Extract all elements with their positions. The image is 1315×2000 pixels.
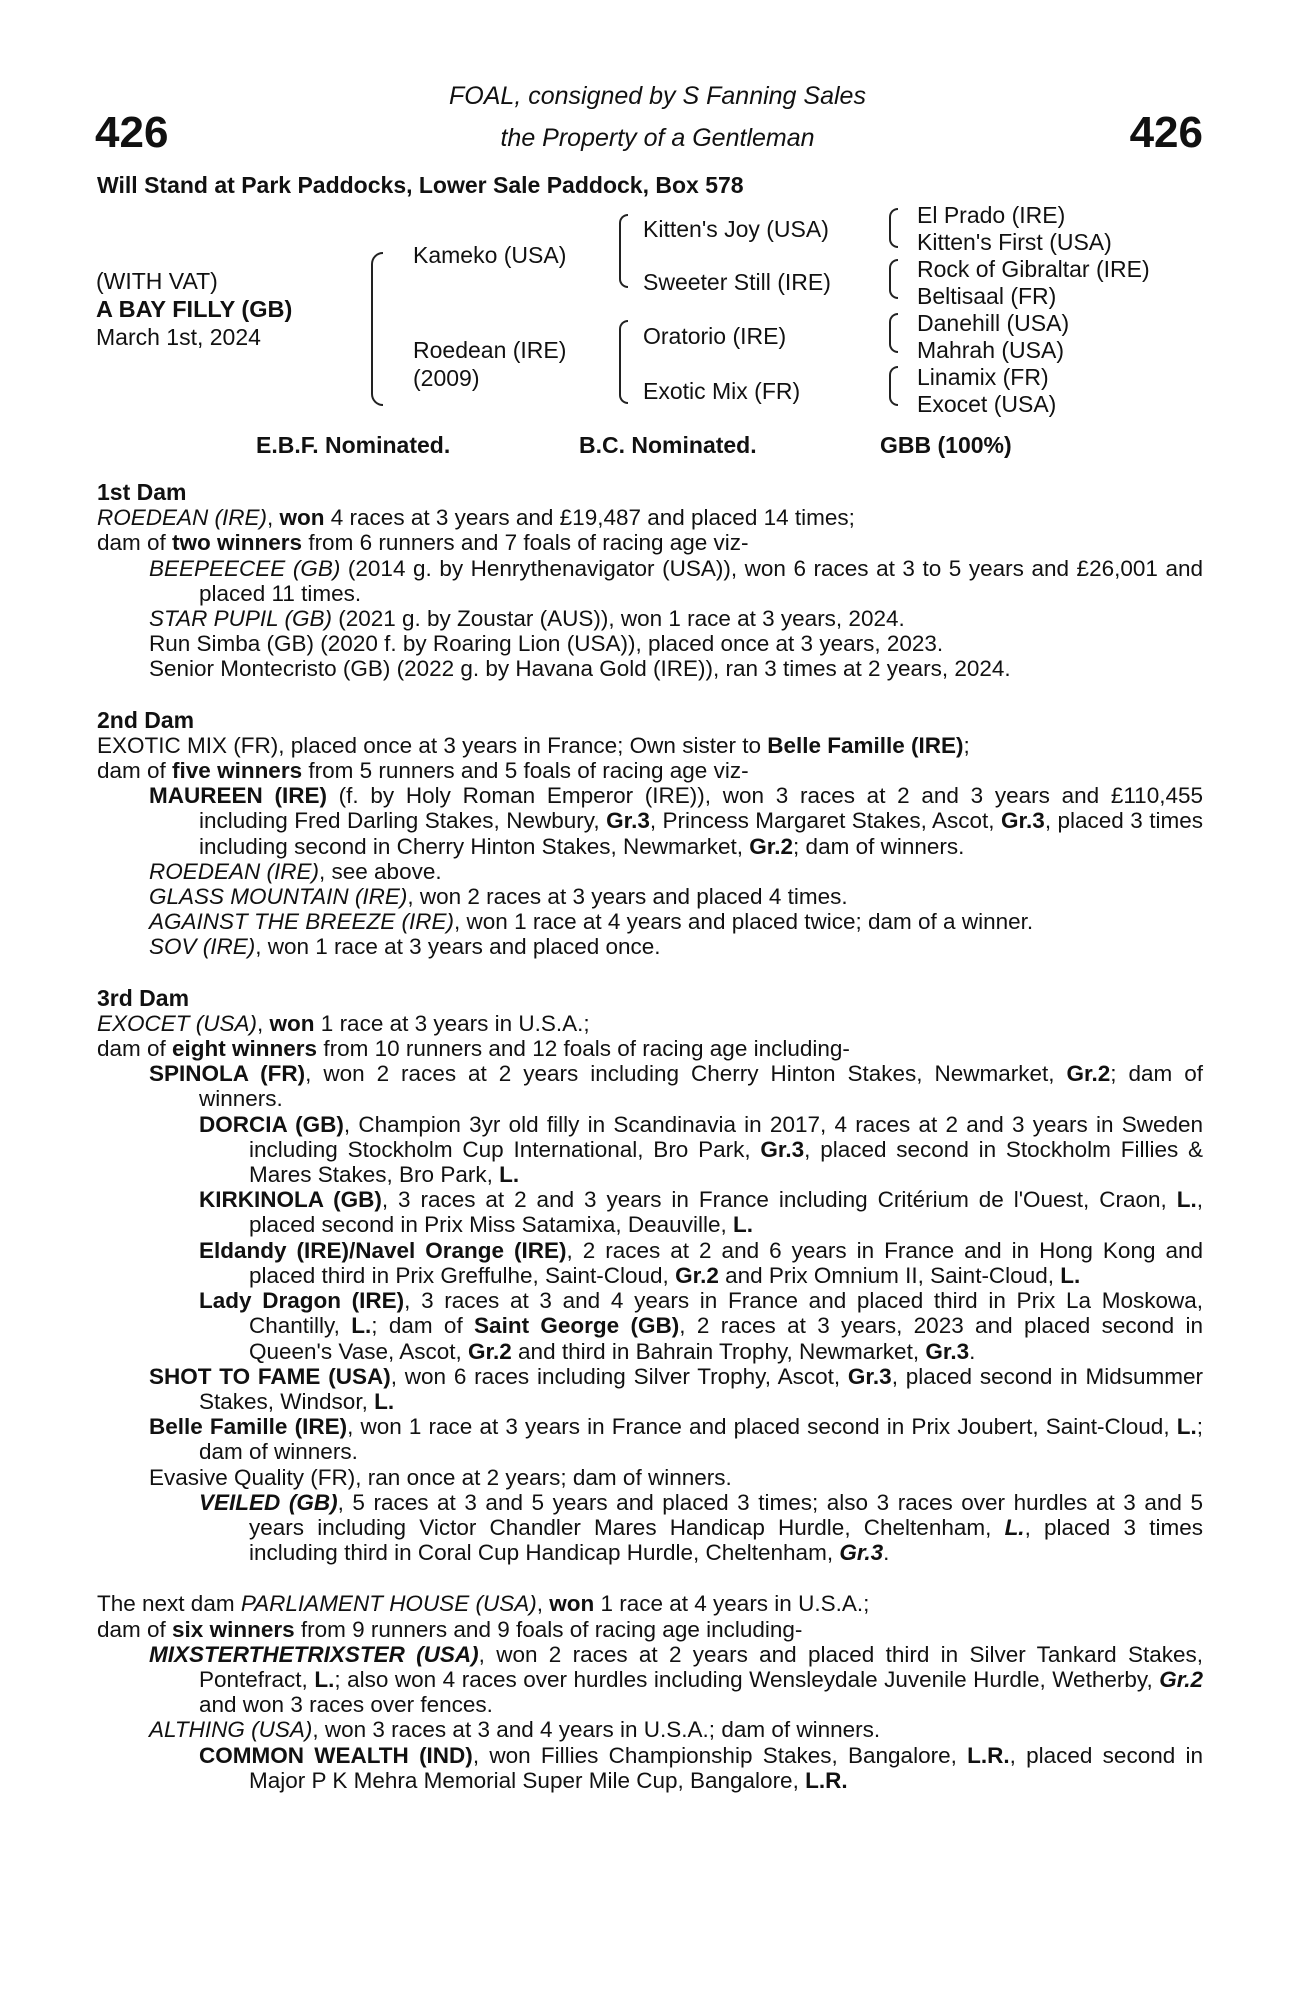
text: ; dam of winners.: [199, 1061, 1203, 1112]
text: , won 1 race at 4 years and placed twice; dam of a winner.: [454, 909, 1034, 935]
produce-entry: [97, 783, 1203, 859]
grand-dam-2: Beltisaal (FR): [917, 283, 1057, 309]
grand-dam-3: Mahrah (USA): [917, 337, 1064, 363]
second-dam-line: [97, 733, 1203, 758]
grade: Gr.3: [839, 1540, 884, 1566]
produce-entry: [97, 1717, 1203, 1742]
stand-location: Will Stand at Park Paddocks, Lower Sale Paddock, Box 578: [97, 172, 744, 198]
text: 1 race at 3 years in U.S.A.;: [314, 1010, 590, 1036]
grade: L.: [499, 1162, 520, 1188]
text: and won 3 races over fences.: [199, 1692, 493, 1718]
produce-entry: [97, 909, 1203, 934]
text: 1 race at 4 years in U.S.A.;: [594, 1591, 870, 1617]
text: The next dam: [97, 1591, 241, 1617]
text: , placed second in Midsummer Stakes, Windsor,: [199, 1363, 1204, 1414]
produce-name: SHOT TO FAME (USA): [149, 1363, 391, 1389]
produce-name: VEILED (GB): [199, 1489, 338, 1515]
text: and Prix Omnium II, Saint-Cloud,: [718, 1262, 1061, 1288]
produce-name: DORCIA (GB): [199, 1111, 344, 1137]
grade: L.: [1004, 1514, 1025, 1540]
sire-sire: Kitten's Joy (USA): [643, 216, 829, 242]
pedigree-brace-sire: [619, 214, 628, 288]
relative-name: Belle Famille (IRE): [767, 732, 964, 758]
property-line: the Property of a Gentleman: [500, 124, 815, 152]
text: .: [969, 1338, 976, 1364]
text: dam of: [97, 1616, 173, 1642]
produce-name: GLASS MOUNTAIN (IRE): [149, 884, 408, 910]
produce-name: SOV (IRE): [149, 934, 256, 960]
produce-record: (2021 g. by Zoustar (AUS)), won 1 race at 3 years, 2024.: [331, 606, 905, 632]
text: ,: [257, 1010, 270, 1036]
produce-name: BEEPEECEE (GB): [149, 555, 341, 581]
text: , placed 3 times including second in Cherry Hinton Stakes, Newmarket,: [199, 808, 1204, 859]
grade: L.R.: [805, 1767, 848, 1793]
grand-dam-1: Kitten's First (USA): [917, 229, 1112, 255]
text: , won 1 race at 3 years and placed once.: [255, 934, 661, 960]
text: , won 2 races at 2 years including Cherry Hinton Stakes, Newmarket,: [305, 1061, 1067, 1087]
produce-name: COMMON WEALTH (IND): [199, 1742, 473, 1768]
grade: Gr.2: [749, 833, 794, 859]
foaling-date: March 1st, 2024: [96, 324, 261, 350]
text: , 2 races at 3 years, 2023 and placed second in Queen's Vase, Ascot,: [249, 1313, 1204, 1364]
dam-dam: Exotic Mix (FR): [643, 378, 801, 404]
produce-entry: [97, 1061, 1203, 1111]
pedigree-brace-g3: [889, 313, 898, 353]
produce-name: Belle Famille (IRE): [149, 1414, 348, 1440]
grand-sire-1: El Prado (IRE): [917, 202, 1066, 228]
grade: L.: [351, 1313, 372, 1339]
dam-sire: Oratorio (IRE): [643, 323, 787, 349]
next-dam-line: [97, 1591, 1203, 1616]
pedigree-brace-dam: [619, 320, 628, 404]
text: , placed 3 times including third in Coral Cup Handicap Hurdle, Cheltenham,: [249, 1514, 1203, 1566]
text: , placed second in Stockholm Fillies & Mares Stakes, Bro Park,: [249, 1136, 1203, 1188]
second-dam-produce-summary: [97, 758, 1203, 783]
first-dam-line: ROEDEAN (IRE), won 4 races at 3 years and £19,487 and placed 14 times;: [97, 505, 855, 531]
third-dam-produce-summary: [97, 1036, 1203, 1061]
vat-note: (WITH VAT): [96, 268, 218, 294]
text: , won 1 race at 3 years in France and placed second in Prix Joubert, Saint-Cloud,: [347, 1414, 1177, 1440]
grade: Gr.2: [468, 1338, 512, 1364]
pedigree-brace-g2: [889, 259, 898, 299]
dam-name: ROEDEAN (IRE): [97, 505, 268, 531]
text: , Princess Margaret Stakes, Ascot,: [649, 808, 1002, 834]
horse-name: A BAY FILLY (GB): [96, 296, 293, 322]
won-label: won: [269, 1010, 315, 1036]
produce-entry: Evasive Quality (FR), ran once at 2 years; dam of winners.: [149, 1464, 732, 1490]
text: dam of: [97, 758, 173, 784]
produce-entry: [97, 1414, 1203, 1464]
produce-name: ROEDEAN (IRE): [149, 858, 320, 884]
ebf-nominated: E.B.F. Nominated.: [256, 432, 451, 458]
text: , won Fillies Championship Stakes, Bangalore,: [472, 1742, 968, 1768]
grade: L.: [732, 1212, 753, 1238]
text: , won 2 races at 3 years and placed 4 times.: [407, 884, 848, 910]
won-label: won: [549, 1591, 595, 1617]
grandproduce-entry: [97, 1743, 1203, 1793]
bc-nominated: B.C. Nominated.: [579, 432, 757, 458]
winner-count: five winners: [172, 758, 303, 784]
text: , placed second in Major P K Mehra Memorial Super Mile Cup, Bangalore,: [249, 1742, 1204, 1793]
produce-entry: [97, 884, 1203, 909]
text: ; dam of: [371, 1313, 475, 1339]
lot-number-left: 426: [95, 108, 169, 157]
next-dam-produce-summary: [97, 1617, 1203, 1642]
text: and third in Bahrain Trophy, Newmarket,: [511, 1338, 926, 1364]
text: (f. by Holy Roman Emperor (IRE)), won 3 races at 2 and 3 years and £110,455 including Fred Darling Stakes, Newbury,: [199, 783, 1204, 834]
consignor-line: FOAL, consigned by S Fanning Sales: [449, 82, 866, 110]
text: from 10 runners and 12 foals of racing age including-: [317, 1036, 850, 1062]
grade: Gr.3: [760, 1136, 805, 1162]
won-label: won: [279, 505, 325, 531]
produce-name: Saint George (GB): [474, 1313, 680, 1339]
text: from 9 runners and 9 foals of racing age including-: [294, 1616, 803, 1642]
text: ,: [536, 1591, 550, 1617]
winner-count: two winners: [172, 530, 303, 556]
catalogue-body: [97, 480, 1203, 1793]
grade: Gr.3: [606, 808, 650, 834]
text: dam of: [97, 1036, 173, 1062]
produce-name: Lady Dragon (IRE): [199, 1288, 405, 1314]
pedigree-brace-main: [371, 252, 383, 406]
grade: L.: [1176, 1414, 1197, 1440]
grade: Gr.3: [847, 1363, 892, 1389]
produce-name: Eldandy (IRE)/Navel Orange (IRE): [199, 1237, 567, 1263]
grade: Gr.3: [1001, 808, 1045, 834]
grade: Gr.2: [1066, 1061, 1111, 1087]
grandproduce-entry: [97, 1112, 1203, 1188]
text: , placed second in Prix Miss Satamixa, Deauville,: [249, 1187, 1203, 1238]
pedigree-brace-g1: [889, 208, 898, 248]
text: ; also won 4 races over hurdles including Wensleydale Juvenile Hurdle, Wetherby,: [334, 1666, 1160, 1692]
third-dam-heading: 3rd Dam: [97, 984, 190, 1011]
produce-entry: [97, 1364, 1203, 1414]
sire: Kameko (USA): [413, 242, 567, 268]
winner-count: six winners: [172, 1616, 295, 1642]
produce-entry: [97, 1642, 1203, 1718]
grand-sire-4: Linamix (FR): [917, 364, 1049, 390]
grade: Gr.3: [925, 1338, 970, 1364]
dam: Roedean (IRE): [413, 337, 567, 363]
produce-name: ALTHING (USA): [149, 1717, 313, 1743]
text: , 2 races at 2 and 6 years in France and in Hong Kong and placed third in Prix Greffulhe, Saint-Cloud,: [249, 1237, 1204, 1288]
produce-entry: Run Simba (GB) (2020 f. by Roaring Lion (USA)), placed once at 3 years, 2023.: [149, 631, 944, 657]
produce-name: KIRKINOLA (GB): [199, 1187, 382, 1213]
text: ; dam of winners.: [793, 833, 965, 859]
gbb-status: GBB (100%): [880, 432, 1012, 458]
grade: L.R.: [967, 1742, 1010, 1768]
text: , 5 races at 3 and 5 years and placed 3 times; also 3 races over hurdles at 3 and 5 years including Victor Chandler Mares Handicap Hurdle, Cheltenham,: [249, 1489, 1203, 1540]
sire-dam: Sweeter Still (IRE): [643, 269, 831, 295]
produce-entry: [97, 859, 1203, 884]
dam-name: PARLIAMENT HOUSE (USA): [240, 1591, 537, 1617]
produce-name: SPINOLA (FR): [149, 1061, 306, 1087]
grand-sire-2: Rock of Gibraltar (IRE): [917, 256, 1150, 282]
text: , see above.: [319, 858, 442, 884]
winner-count: eight winners: [172, 1036, 318, 1062]
text: , won 6 races including Silver Trophy, Ascot,: [390, 1363, 848, 1389]
text: dam of: [97, 530, 173, 556]
text: ; dam of winners.: [199, 1414, 1203, 1465]
produce-entry: [97, 556, 1203, 606]
grade: Gr.2: [675, 1262, 719, 1288]
first-dam-produce-summary: [97, 530, 1203, 555]
grade: L.: [1176, 1187, 1197, 1213]
grade: Gr.2: [1159, 1666, 1203, 1692]
text: , 3 races at 3 and 4 years in France and placed third in Prix La Moskowa, Chantilly,: [249, 1288, 1203, 1339]
produce-name: MAUREEN (IRE): [149, 783, 327, 809]
grandproduce-entry: [97, 1490, 1203, 1566]
third-dam-line: [97, 1011, 1203, 1036]
text: .: [883, 1540, 890, 1566]
dam-name: EXOCET (USA): [97, 1010, 258, 1036]
grandproduce-entry: [97, 1187, 1203, 1237]
text: , Champion 3yr old filly in Scandinavia in 2017, 4 races at 2 and 3 years in Sweden including Stockholm Cup International, Bro Park,: [249, 1111, 1204, 1162]
grand-sire-3: Danehill (USA): [917, 310, 1070, 336]
text: from 6 runners and 7 foals of racing age viz-: [302, 530, 749, 556]
produce-entry: Senior Montecristo (GB) (2022 g. by Havana Gold (IRE)), ran 3 times at 2 years, 2024.: [149, 656, 1011, 682]
text: , won 3 races at 3 and 4 years in U.S.A.; dam of winners.: [312, 1717, 881, 1743]
grandproduce-entry: [97, 1288, 1203, 1364]
text: from 5 runners and 5 foals of racing age viz-: [302, 758, 749, 784]
second-dam-heading: 2nd Dam: [97, 706, 195, 733]
produce-name: STAR PUPIL (GB): [149, 606, 332, 632]
text: ;: [963, 732, 970, 758]
grandproduce-entry: [97, 1238, 1203, 1288]
produce-record: (2014 g. by Henrythenavigator (USA)), won 6 races at 3 to 5 years and £26,001 and placed 11 times.: [199, 555, 1203, 606]
pedigree-brace-g4: [889, 366, 898, 406]
grade: L.: [374, 1388, 395, 1414]
first-dam-heading: 1st Dam: [97, 479, 187, 505]
text: , 3 races at 2 and 3 years in France including Critérium de l'Ouest, Craon,: [381, 1187, 1177, 1213]
produce-entry: [97, 934, 1203, 959]
produce-entry: [97, 606, 1203, 631]
lot-number-right: 426: [1129, 108, 1203, 157]
text: , won 2 races at 2 years and placed third in Silver Tankard Stakes, Pontefract,: [199, 1641, 1203, 1692]
grade: L.: [314, 1666, 335, 1692]
produce-name: MIXSTERTHETRIXSTER (USA): [149, 1641, 479, 1667]
text: EXOTIC MIX (FR), placed once at 3 years in France; Own sister to: [97, 732, 768, 758]
produce-name: AGAINST THE BREEZE (IRE): [149, 909, 455, 935]
dam-record: 4 races at 3 years and £19,487 and placed 14 times;: [324, 505, 855, 531]
grand-dam-4: Exocet (USA): [917, 391, 1057, 417]
dam-year: (2009): [413, 365, 480, 391]
grade: L.: [1060, 1262, 1081, 1288]
